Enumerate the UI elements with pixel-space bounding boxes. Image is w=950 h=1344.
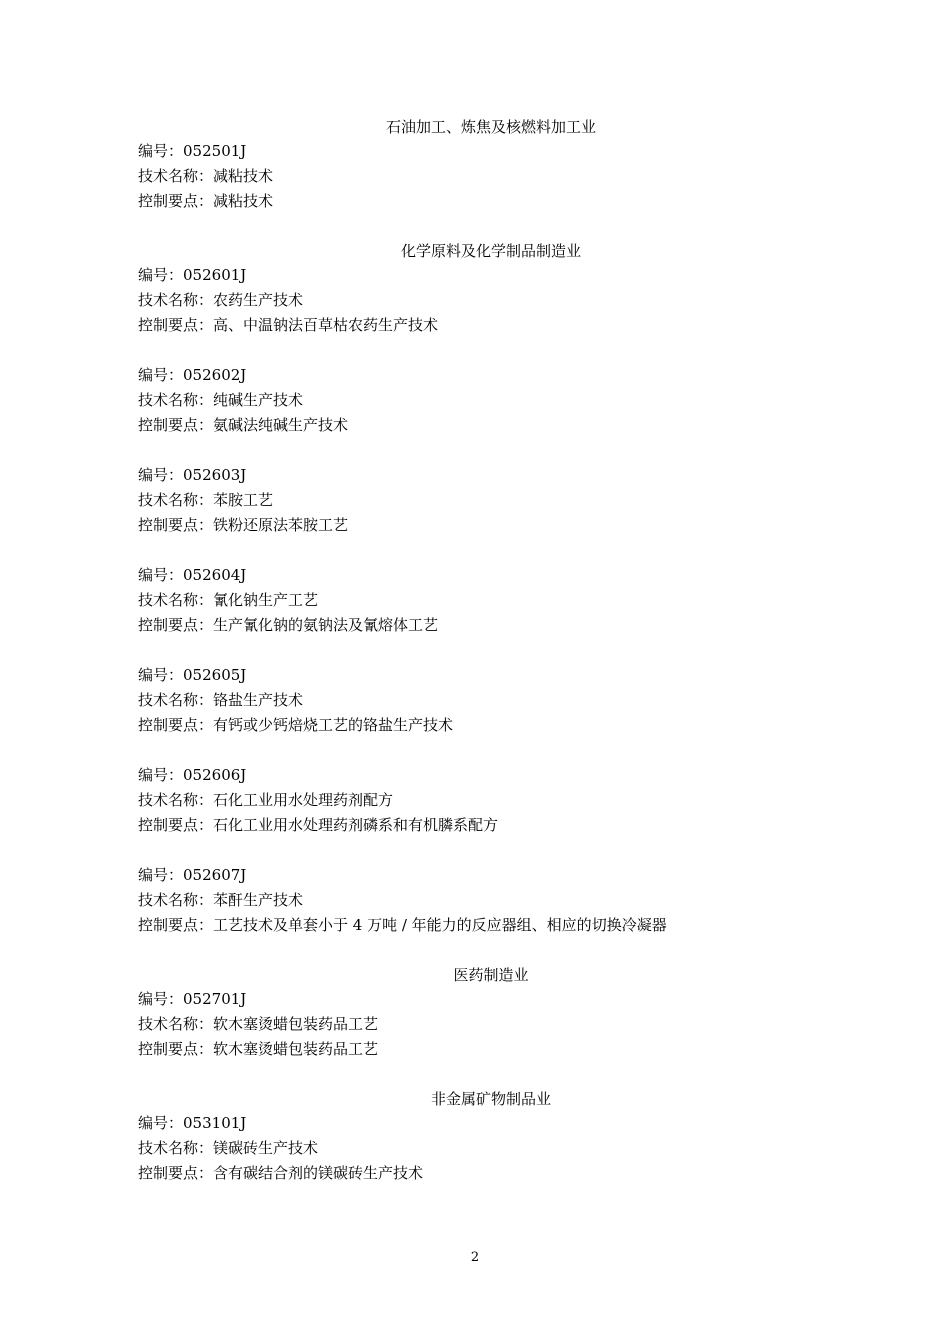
section <box>138 115 844 214</box>
section <box>138 239 844 938</box>
entry-control-point-value: 生产氰化钠的氨钠法及氰熔体工艺 <box>213 616 439 634</box>
entry-code-value: 052602J <box>183 366 247 384</box>
entry-tech-name-line <box>138 1136 844 1161</box>
entry-tech-name-label: 技术名称： <box>138 891 214 909</box>
entry-control-point-value: 含有碳结合剂的镁碳砖生产技术 <box>213 1164 424 1182</box>
entry-tech-name-value: 氰化钠生产工艺 <box>213 591 319 609</box>
entry-code-label: 编号： <box>138 666 184 684</box>
entry-control-point-value: 石化工业用水处理药剂磷系和有机膦系配方 <box>213 816 499 834</box>
entry-tech-name-value: 苯酐生产技术 <box>213 891 304 909</box>
entry-tech-name-label: 技术名称： <box>138 1015 214 1033</box>
entry-code-label: 编号： <box>138 1114 184 1132</box>
entry-tech-name-label: 技术名称： <box>138 591 214 609</box>
entry-code-value: 052605J <box>183 666 247 684</box>
entry-control-point-value: 减粘技术 <box>213 192 274 210</box>
section-title: 化学原料及化学制品制造业 <box>400 242 581 260</box>
entry-code-line <box>138 363 844 388</box>
entry-tech-name-line <box>138 588 844 613</box>
entry-control-point-line <box>138 1037 844 1062</box>
entry-tech-name-label: 技术名称： <box>138 491 214 509</box>
entry-code-value: 052701J <box>183 990 247 1008</box>
entry-tech-name-value: 软木塞烫蜡包装药品工艺 <box>213 1015 379 1033</box>
entry-tech-name-line <box>138 388 844 413</box>
entry-tech-name-value: 纯碱生产技术 <box>213 391 304 409</box>
entry-code-line <box>138 763 844 788</box>
entry-tech-name-line <box>138 1012 844 1037</box>
entry-tech-name-line <box>138 164 844 189</box>
entry-code-line <box>138 563 844 588</box>
entry-control-point-line <box>138 313 844 338</box>
entry-code-line <box>138 863 844 888</box>
entry-control-point-line <box>138 713 844 738</box>
entry <box>138 463 844 538</box>
entry-tech-name-value: 铬盐生产技术 <box>213 691 304 709</box>
entry-control-point-label: 控制要点： <box>138 416 214 434</box>
entry-code-value: 052604J <box>183 566 247 584</box>
entry-code-label: 编号： <box>138 766 184 784</box>
entry-code-line <box>138 263 844 288</box>
entry-control-point-line <box>138 189 844 214</box>
entry-control-point-line <box>138 1161 844 1186</box>
entry <box>138 763 844 838</box>
section-title: 非金属矿物制品业 <box>430 1090 551 1108</box>
entry-tech-name-value: 苯胺工艺 <box>213 491 274 509</box>
entry-control-point-value: 软木塞烫蜡包装药品工艺 <box>213 1040 379 1058</box>
entry-control-point-label: 控制要点： <box>138 1040 214 1058</box>
entry-tech-name-value: 减粘技术 <box>213 167 274 185</box>
section-title: 石油加工、炼焦及核燃料加工业 <box>385 118 596 136</box>
entry-tech-name-label: 技术名称： <box>138 291 214 309</box>
entry-tech-name-label: 技术名称： <box>138 791 214 809</box>
entry-tech-name-label: 技术名称： <box>138 167 214 185</box>
entry <box>138 363 844 438</box>
entry-control-point-label: 控制要点： <box>138 1164 214 1182</box>
entry-tech-name-line <box>138 888 844 913</box>
entry-code-line <box>138 1111 844 1136</box>
entry-tech-name-label: 技术名称： <box>138 391 214 409</box>
entry-control-point-line <box>138 613 844 638</box>
entry-control-point-label: 控制要点： <box>138 816 214 834</box>
entry-code-value: 053101J <box>183 1114 247 1132</box>
entry-control-point-value: 铁粉还原法苯胺工艺 <box>213 516 349 534</box>
entry-control-point-line <box>138 913 844 938</box>
entry-code-value: 052606J <box>183 766 247 784</box>
entry-tech-name-label: 技术名称： <box>138 1139 214 1157</box>
entry-tech-name-value: 石化工业用水处理药剂配方 <box>213 791 394 809</box>
entry-control-point-line <box>138 513 844 538</box>
entry-control-point-label: 控制要点： <box>138 192 214 210</box>
page-number: 2 <box>470 1250 480 1265</box>
entry-code-label: 编号： <box>138 466 184 484</box>
entry <box>138 139 844 214</box>
entry-tech-name-line <box>138 788 844 813</box>
entry-tech-name-value: 镁碳砖生产技术 <box>213 1139 319 1157</box>
entry-code-label: 编号： <box>138 266 184 284</box>
entry <box>138 987 844 1062</box>
entry-code-label: 编号： <box>138 990 184 1008</box>
entry-tech-name-line <box>138 688 844 713</box>
entry-tech-name-value: 农药生产技术 <box>213 291 304 309</box>
entry-control-point-line <box>138 413 844 438</box>
entry-code-line <box>138 139 844 164</box>
entry <box>138 863 844 938</box>
entry-control-point-line <box>138 813 844 838</box>
entry-code-line <box>138 463 844 488</box>
entry-tech-name-label: 技术名称： <box>138 691 214 709</box>
section <box>138 1087 844 1186</box>
entry-tech-name-line <box>138 288 844 313</box>
entry-code-label: 编号： <box>138 142 184 160</box>
entry-control-point-label: 控制要点： <box>138 616 214 634</box>
entry <box>138 563 844 638</box>
entry <box>138 663 844 738</box>
section <box>138 963 844 1062</box>
entry-code-label: 编号： <box>138 366 184 384</box>
entry-control-point-label: 控制要点： <box>138 916 214 934</box>
entry-code-value: 052601J <box>183 266 247 284</box>
entry-code-label: 编号： <box>138 866 184 884</box>
entry-control-point-label: 控制要点： <box>138 516 214 534</box>
entry-code-value: 052501J <box>183 142 247 160</box>
entry-code-line <box>138 663 844 688</box>
entry-tech-name-line <box>138 488 844 513</box>
entry-code-label: 编号： <box>138 566 184 584</box>
entry-control-point-label: 控制要点： <box>138 316 214 334</box>
entry-control-point-value: 氨碱法纯碱生产技术 <box>213 416 349 434</box>
entry-code-value: 052607J <box>183 866 247 884</box>
entry <box>138 1111 844 1186</box>
document-body <box>138 115 844 1211</box>
entry-code-value: 052603J <box>183 466 247 484</box>
entry-control-point-label: 控制要点： <box>138 716 214 734</box>
entry-code-line <box>138 987 844 1012</box>
entry-control-point-value: 有钙或少钙焙烧工艺的铬盐生产技术 <box>213 716 454 734</box>
entry-control-point-value: 高、中温钠法百草枯农药生产技术 <box>213 316 439 334</box>
entry-control-point-value: 工艺技术及单套小于 4 万吨 / 年能力的反应器组、相应的切换冷凝器 <box>213 916 667 934</box>
section-title: 医药制造业 <box>453 966 529 984</box>
entry <box>138 263 844 338</box>
